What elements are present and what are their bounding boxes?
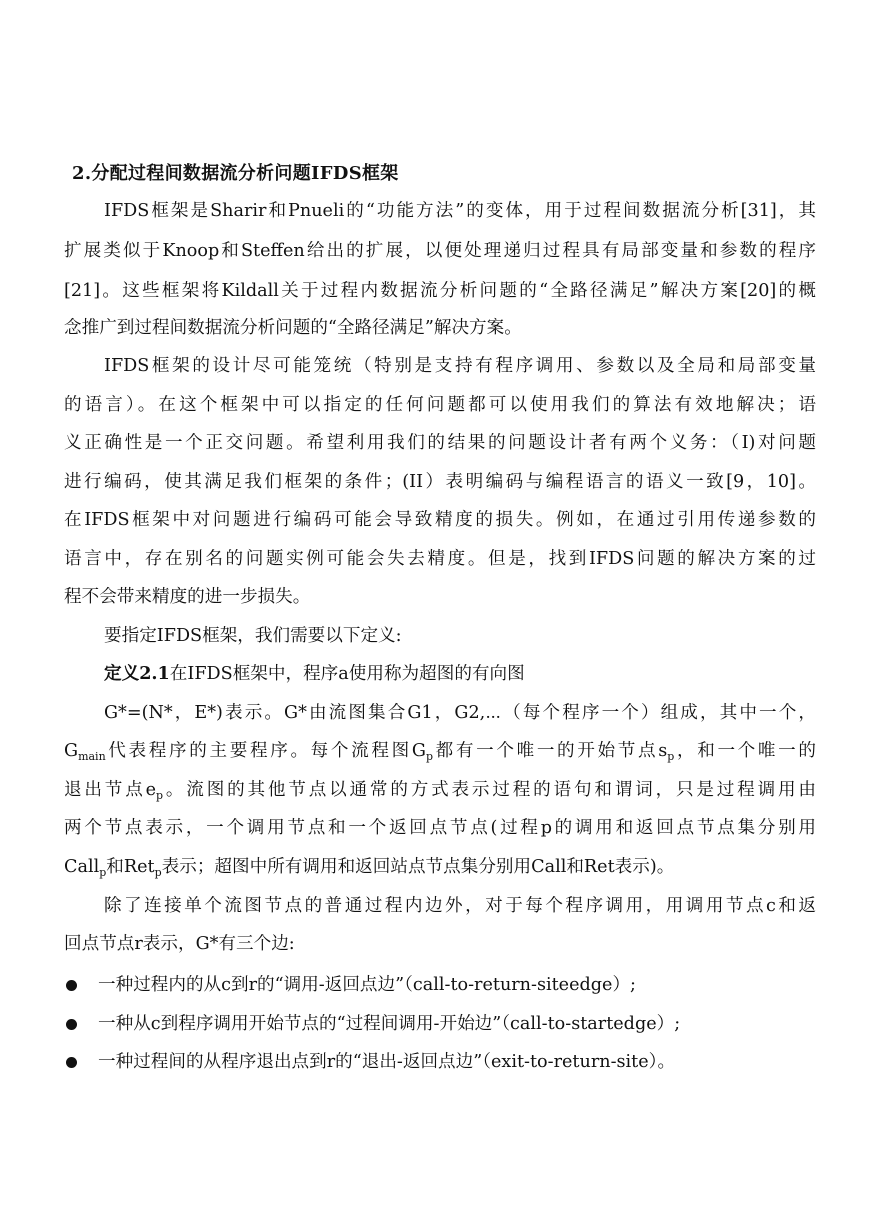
definition-line: [104, 663, 816, 685]
bullet-dot-icon: [66, 1057, 77, 1068]
para1-line-2: 扩展类似于Knoop和Steffen给出的扩展，以便处理递归过程具有局部变量和参数的程序: [64, 241, 816, 261]
definition-label: 定义2.1: [104, 663, 170, 684]
para2-line-7: 程不会带来精度的进一步损失。: [64, 587, 311, 607]
para5-line-1: 除了连接单个流图节点的普通过程内边外，对于每个程序调用，用调用节点c和返: [104, 896, 816, 916]
bullet-item-2: 一种从c到程序调用开始节点的“过程间调用-开始边”（call-to-startedge）;: [98, 1014, 681, 1034]
para2-line-2: 的语言）。在这个框架中可以指定的任何问题都可以使用我们的算法有效地解决；语: [64, 395, 816, 415]
para2-line-1: IFDS框架的设计尽可能笼统（特别是支持有程序调用、参数以及全局和局部变量: [104, 356, 816, 376]
para4-line-4: 两个节点表示，一个调用节点和一个返回点节点(过程p的调用和返回点节点集分别用: [64, 818, 816, 838]
para1-line-4: 念推广到过程间数据流分析问题的“全路径满足”解决方案。: [64, 318, 522, 338]
bullet-dot-icon: [66, 1019, 77, 1030]
para4-line-2: $G_{main}$代表程序的主要程序。每个流程图$G_p$都有一个唯一的开始节点$s_p$，和一个唯一的: [64, 741, 816, 763]
para2-line-5: 在IFDS框架中对问题进行编码可能会导致精度的损失。例如，在通过引用传递参数的: [64, 510, 816, 530]
para4-line-1: G*=(N*，E*)表示。G*由流图集合G1，G2,⋯（每个程序一个）组成，其中一个，: [104, 703, 816, 723]
para3-line: 要指定IFDS框架，我们需要以下定义:: [104, 626, 402, 646]
para2-line-3: 义正确性是一个正交问题。希望利用我们的结果的问题设计者有两个义务：（I)对问题: [64, 433, 816, 453]
section-heading: 2.分配过程间数据流分析问题IFDS框架: [72, 163, 399, 184]
bullet-item-3: 一种过程间的从程序退出点到r的“退出-返回点边”（exit-to-return-site）。: [98, 1052, 676, 1072]
bullet-dot-icon: [66, 980, 77, 991]
para1-line-1: IFDS框架是Sharir和Pnueli的“功能方法”的变体，用于过程间数据流分析[31]，其: [104, 201, 816, 221]
para4-line-5: Call$_p$和Ret$_p$表示；超图中所有调用和返回站点节点集分别用Call和Ret表示)。: [64, 857, 675, 879]
para1-line-3: [21]。这些框架将Kildall关于过程内数据流分析问题的“全路径满足”解决方案[20]的概: [64, 281, 816, 301]
para2-line-6: 语言中，存在别名的问题实例可能会失去精度。但是，找到IFDS问题的解决方案的过: [64, 549, 816, 569]
para2-line-4: 进行编码，使其满足我们框架的条件；(II）表明编码与编程语言的语义一致[9，10]。: [64, 472, 816, 492]
bullet-item-1: 一种过程内的从c到r的“调用-返回点边”（call-to-return-siteedge）;: [98, 975, 636, 995]
definition-text: 在IFDS框架中，程序a使用称为超图的有向图: [169, 664, 525, 684]
para5-line-2: 回点节点r表示，G*有三个边:: [64, 934, 295, 954]
para4-line-3: 退出节点$e_p$。流图的其他节点以通常的方式表示过程的语句和谓词，只是过程调用由: [64, 780, 816, 802]
